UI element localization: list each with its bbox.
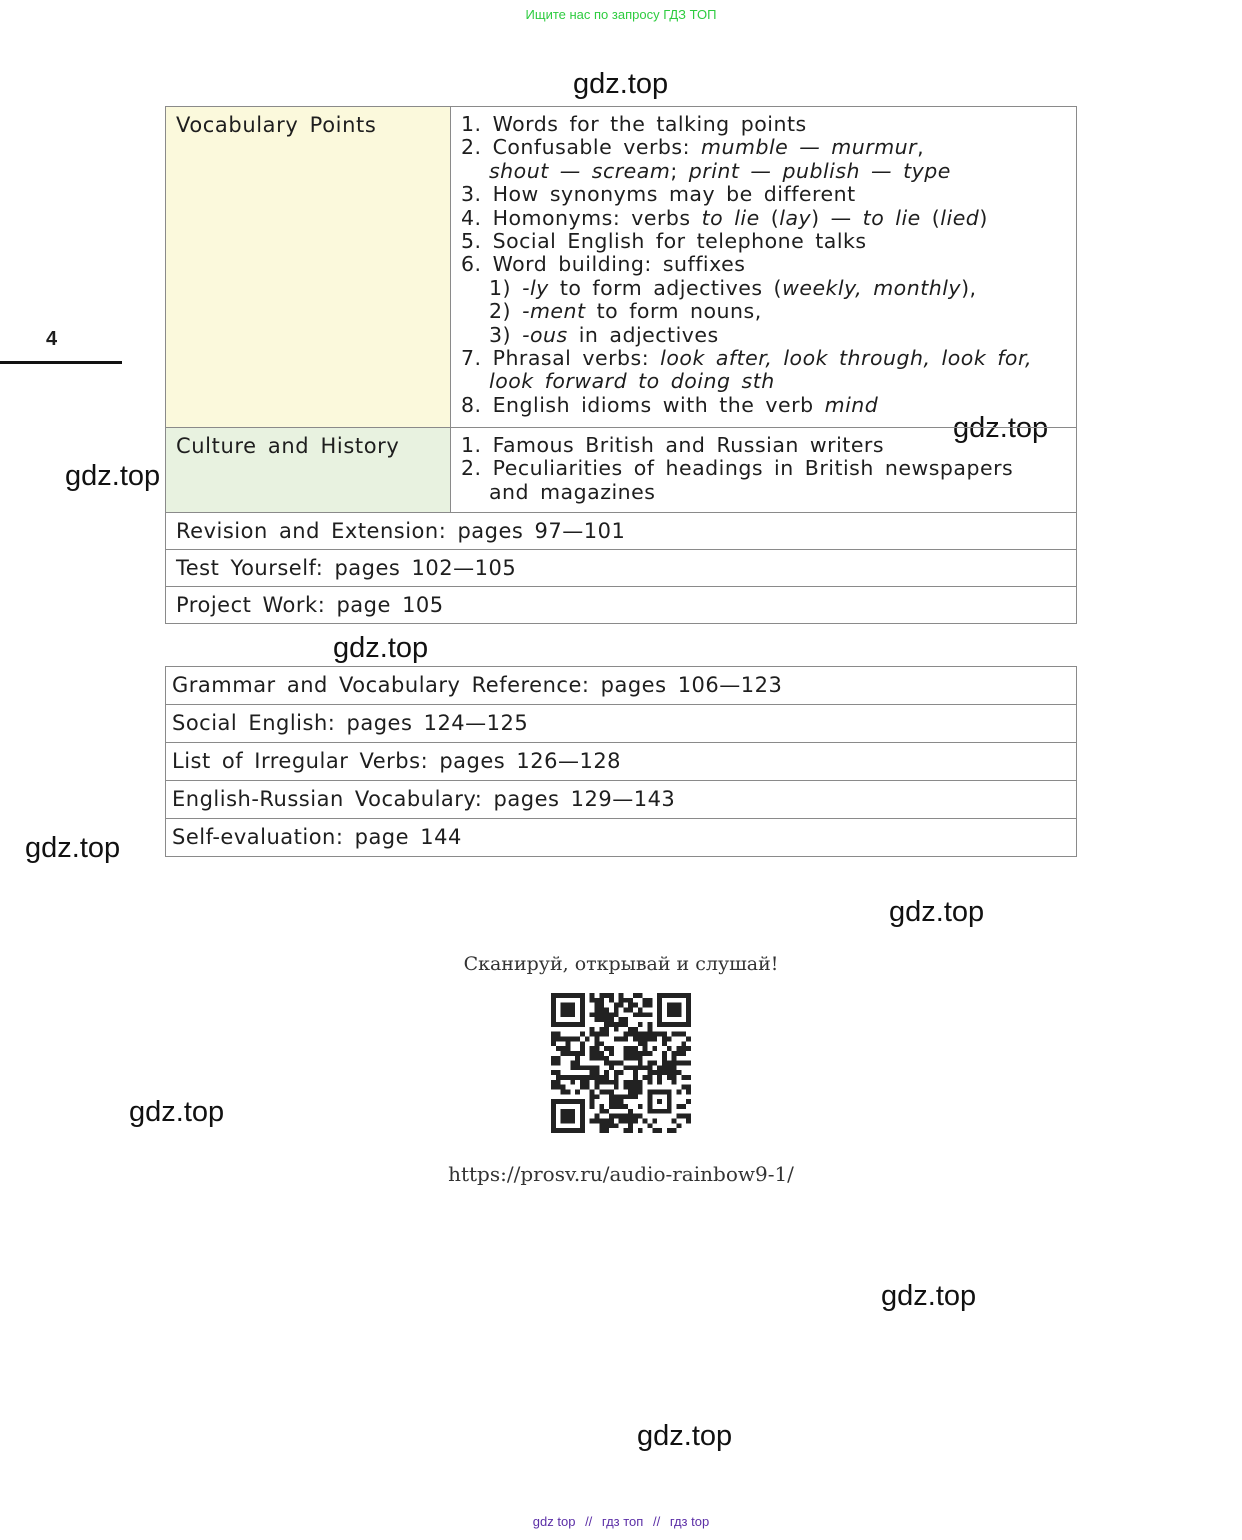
watermark: gdz.top bbox=[953, 412, 1049, 444]
list-item: 2. Confusable verbs: mumble — murmur, bbox=[461, 135, 925, 160]
list-item: 4. Homonyms: verbs to lie (lay) — to lie (lied) bbox=[461, 205, 988, 230]
list-item: 7. Phrasal verbs: look after, look through, look for, bbox=[461, 346, 1033, 371]
footer-links bbox=[0, 1514, 1242, 1529]
page-number: 4 bbox=[46, 328, 58, 350]
social-english-row: Social English: pages 124—125 bbox=[166, 705, 1077, 743]
watermark: gdz.top bbox=[333, 632, 429, 664]
watermark: gdz.top bbox=[25, 832, 121, 864]
top-banner[interactable]: Ищите нас по запросу ГДЗ ТОП bbox=[525, 7, 717, 22]
list-item: 2. Peculiarities of headings in British newspapers bbox=[461, 456, 1014, 481]
revision-row: Revision and Extension: pages 97—101 bbox=[166, 513, 1077, 550]
scan-caption: Сканируй, открывай и слушай! bbox=[463, 953, 779, 975]
list-item: 3) -ous in adjectives bbox=[489, 322, 719, 347]
list-item: 3. How synonyms may be different bbox=[461, 182, 856, 207]
irregular-verbs-row: List of Irregular Verbs: pages 126—128 bbox=[166, 743, 1077, 781]
watermark: gdz.top bbox=[881, 1280, 977, 1312]
list-item: 5. Social English for telephone talks bbox=[461, 229, 867, 254]
contents-table bbox=[165, 106, 1077, 624]
culture-history-list bbox=[451, 428, 1077, 513]
list-item: 1. Words for the talking points bbox=[461, 112, 807, 136]
self-evaluation-row: Self-evaluation: page 144 bbox=[166, 819, 1077, 857]
page-number-rule bbox=[0, 361, 122, 364]
vocabulary-points-label: Vocabulary Points bbox=[166, 107, 451, 428]
list-item: look forward to doing sth bbox=[489, 369, 775, 394]
list-item: 8. English idioms with the verb mind bbox=[461, 392, 879, 417]
list-item: shout — scream; print — publish — type bbox=[489, 158, 951, 183]
list-item: 6. Word building: suffixes bbox=[461, 252, 746, 277]
grammar-reference-row: Grammar and Vocabulary Reference: pages 106—123 bbox=[166, 667, 1077, 705]
footer-separator: // bbox=[652, 1514, 661, 1529]
qr-code-icon[interactable] bbox=[551, 993, 691, 1133]
vocabulary-points-list bbox=[451, 107, 1077, 428]
audio-link[interactable]: https://prosv.ru/audio-rainbow9-1/ bbox=[448, 1162, 794, 1186]
project-work-row: Project Work: page 105 bbox=[166, 587, 1077, 624]
watermark: gdz.top bbox=[129, 1096, 225, 1128]
test-yourself-row: Test Yourself: pages 102—105 bbox=[166, 550, 1077, 587]
list-item: and magazines bbox=[489, 479, 656, 504]
footer-link[interactable]: гдз top bbox=[669, 1514, 710, 1529]
list-item: 2) -ment to form nouns, bbox=[489, 299, 762, 324]
watermark: gdz.top bbox=[573, 68, 669, 100]
footer-link[interactable]: gdz top bbox=[532, 1514, 576, 1529]
list-item: 1. Famous British and Russian writers bbox=[461, 433, 885, 457]
footer-link[interactable]: гдз топ bbox=[601, 1514, 644, 1529]
watermark: gdz.top bbox=[65, 460, 161, 492]
list-item: 1) -ly to form adjectives (weekly, monthly), bbox=[489, 275, 977, 300]
watermark: gdz.top bbox=[889, 896, 985, 928]
vocabulary-row: English-Russian Vocabulary: pages 129—143 bbox=[166, 781, 1077, 819]
appendix-table bbox=[165, 666, 1077, 857]
watermark: gdz.top bbox=[637, 1420, 733, 1452]
culture-history-label: Culture and History bbox=[166, 428, 451, 513]
footer-separator: // bbox=[585, 1514, 593, 1529]
